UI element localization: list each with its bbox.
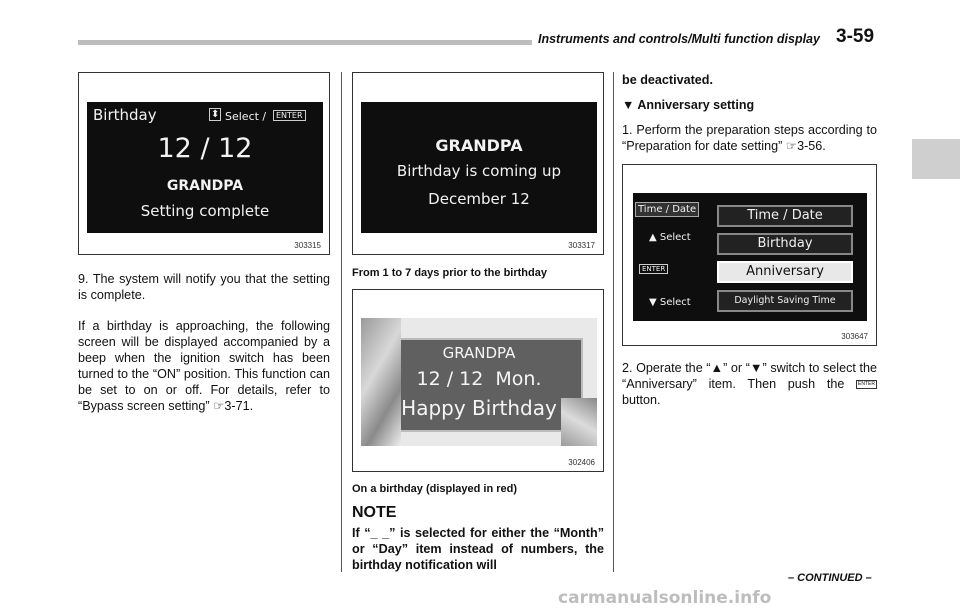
select-up-label: ▲ Select	[649, 232, 691, 243]
figure-happy-birthday	[352, 289, 604, 472]
paragraph-deactivated: be deactivated.	[622, 73, 713, 87]
menu-item-time-date[interactable]: Time / Date	[717, 205, 853, 227]
column-3	[622, 72, 877, 408]
figure-setting-complete	[78, 72, 330, 255]
paragraph-step-1: 1. Perform the preparation steps according to “Preparation for date setting” ☞3-56.	[622, 123, 877, 153]
enter-icon: ENTER	[639, 264, 668, 274]
note-title: NOTE	[352, 504, 397, 521]
screen-date-text: December 12	[428, 190, 530, 208]
screen-name: GRANDPA	[442, 344, 516, 362]
column-divider	[341, 72, 342, 572]
select-down-label: ▼ Select	[649, 297, 691, 308]
screen-status: Setting complete	[140, 202, 270, 220]
screen-name: GRANDPA	[166, 178, 244, 194]
menu-item-anniversary-selected[interactable]: Anniversary	[717, 261, 853, 283]
screen-date: 12 / 12	[157, 133, 253, 164]
step-2-text: 2. Operate the “▲” or “▼” switch to select the “Anniversary” item. Then push the	[622, 361, 877, 391]
figure-anniversary-menu	[622, 164, 877, 346]
chapter-tab	[912, 139, 960, 179]
step-2-tail: button.	[622, 393, 661, 407]
updown-icon: ⬍	[211, 109, 220, 120]
paragraph-step-9: 9. The system will notify you that the setting is complete.	[78, 272, 330, 302]
column-2	[352, 72, 604, 573]
enter-button-icon: ENTER	[858, 381, 875, 388]
section-title: Instruments and controls/Multi function display	[532, 32, 826, 46]
figure-code: 302406	[568, 458, 595, 467]
screen-tag: Time / Date	[635, 202, 699, 217]
display-screen	[633, 193, 867, 321]
screen-date: 12 / 12 Mon.	[416, 368, 542, 390]
caption-prior: From 1 to 7 days prior to the birthday	[352, 267, 547, 279]
display-screen	[361, 102, 597, 233]
screen-select: Select /	[225, 110, 267, 123]
caption-on-birthday: On a birthday (displayed in red)	[352, 483, 518, 495]
figure-coming-up	[352, 72, 604, 255]
menu-item-daylight-saving[interactable]: Daylight Saving Time	[717, 290, 853, 312]
figure-code: 303315	[294, 241, 321, 250]
column-divider	[613, 72, 614, 572]
enter-icon: ENTER	[273, 110, 306, 121]
note-text: If “_ _” is selected for either the “Month” or “Day” item instead of numbers, the birthday notification will	[352, 526, 604, 572]
screen-tag: Birthday	[93, 106, 157, 124]
subheading-anniversary: ▼ Anniversary setting	[622, 98, 755, 112]
figure-code: 303317	[568, 241, 595, 250]
screen-coming-up: Birthday is coming up	[396, 162, 562, 180]
screen-greeting: Happy Birthday	[401, 396, 557, 420]
display-screen	[87, 102, 323, 233]
menu-item-birthday[interactable]: Birthday	[717, 233, 853, 255]
paragraph-approaching: If a birthday is approaching, the following screen will be displayed accompanied by a beep when the ignition switch has been turned to the “ON” position. This function can be set to on or off. For details, refer to “Bypass screen setting” ☞3-71.	[78, 319, 330, 413]
column-1	[78, 72, 330, 414]
page-number: 3-59	[836, 26, 875, 47]
paragraph-step-2	[622, 360, 877, 408]
continued-marker: – CONTINUED –	[788, 572, 872, 584]
watermark: carmanualsonline.info	[558, 588, 772, 608]
figure-code: 303647	[841, 332, 868, 341]
birthday-graphic	[361, 318, 597, 446]
screen-name: GRANDPA	[435, 136, 523, 155]
